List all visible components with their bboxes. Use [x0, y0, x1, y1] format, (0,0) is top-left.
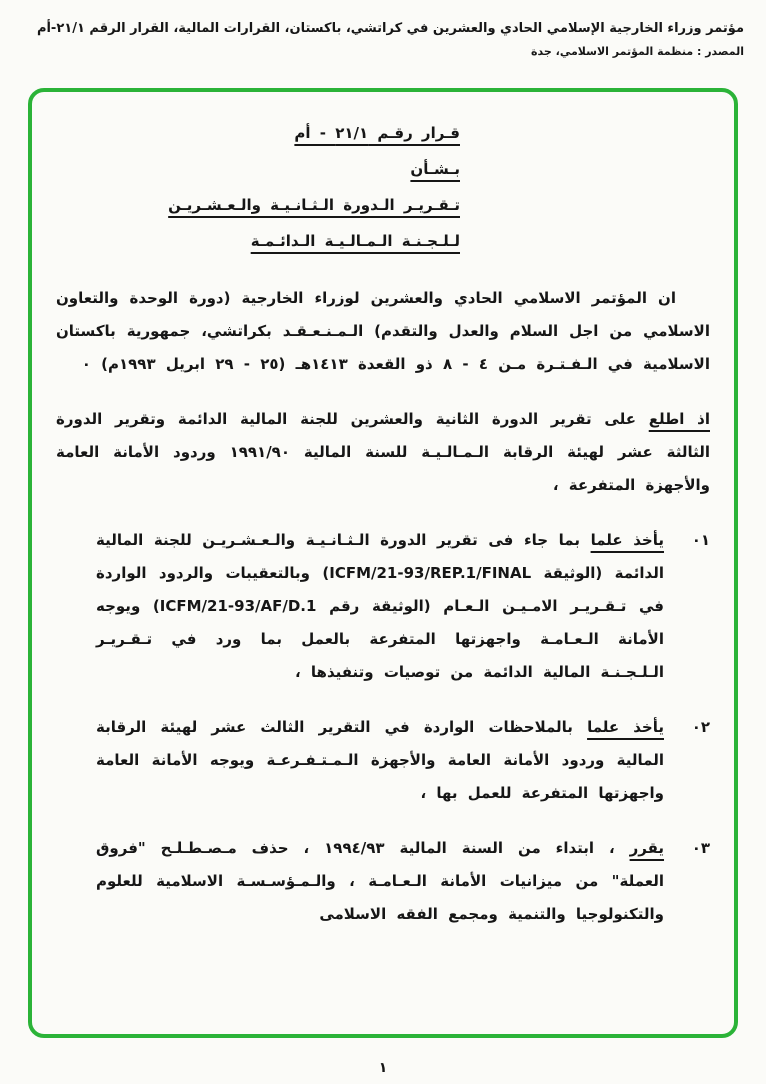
resolution-number: قـرار رقـم ٢١/١ - أم — [294, 124, 460, 142]
list-item-3 — [56, 832, 710, 931]
item-2-number: ٠٢ — [691, 718, 710, 736]
recital-rest: على تقرير الدورة الثانية والعشرين للجنة المالية الدائمة وتقرير الدورة الثالثة عشر لهيئة الرقابة الـمـالـيـة للسنة المالية ١٩٩١/٩٠ وردود الأمانة العامة والأجهزة المتفرعة ، — [56, 410, 711, 494]
item-2-rest: بالملاحظات الواردة في التقرير الثالث عشر لهيئة الرقابة المالية وردود الأمانة العامة والأجهزة الـمـتـفـرعـة ويوجه الأمانة العامة واجهزتها المتفرعة للعمل بها ، — [96, 718, 664, 802]
list-item-2 — [56, 711, 710, 810]
item-2-lead: يأخذ علما — [587, 718, 664, 736]
item-3-text — [56, 832, 664, 931]
list-item-1 — [56, 524, 710, 689]
item-3-lead: يقرر — [629, 839, 665, 857]
item-3-number: ٠٣ — [691, 839, 710, 857]
resolution-subject-label: بـشـأن — [410, 160, 460, 178]
page-number: ١ — [378, 1060, 388, 1076]
resolution-subject-line1: تـقـريـر الـدورة الـثـانـيـة والـعـشـريـن — [168, 196, 460, 214]
recital-lead: اذ اطلع — [648, 410, 710, 428]
item-2-text — [56, 711, 664, 810]
item-1-lead: يأخذ علما — [590, 531, 664, 549]
resolution-title-block — [56, 118, 460, 256]
resolution-frame — [28, 88, 738, 1038]
item-3-rest: ، ابتداء من السنة المالية ١٩٩٤/٩٣ ، حذف مـصـطـلـح "فروق العملة" من ميزانيات الأمانة الـعـامـة ، والـمـؤسـسـة الاسلامية للعلوم والتكنولوجيا والتنمية ومجمع الفقه الاسلامى — [96, 839, 664, 923]
header-citation: مؤتمر وزراء الخارجية الإسلامي الحادي والعشرين في كراتشي، باكستان، القرارات المالية، القرار الرقم ٢١/١-أم — [36, 21, 744, 36]
document-header — [22, 20, 744, 58]
recital-paragraph — [56, 403, 710, 502]
item-1-rest: بما جاء فى تقرير الدورة الـثـانـيـة والـعـشـريـن للجنة المالية الدائمة (الوثيقة ICFM/21-93/REP.1/FINAL) وبالتعقيبات والردود الواردة في تـقـريـر الامـيـن الـعـام (الوثيقة رقم ICFM/21-93/AF/D.1) ويوجه الأمانة الـعـامـة واجهزتها المتفرعة بالعمل بما ورد في تـقـريـر الـلـجـنـة المالية الدائمة من توصيات وتنفيذها ، — [96, 531, 664, 681]
preamble-paragraph: ان المؤتمر الاسلامي الحادي والعشرين لوزراء الخارجية (دورة الوحدة والتعاون الاسلامي من اجل السلام والعدل والتقدم) الـمـنـعـقـد بكراتشي، جمهورية باكستان الاسلامية في الـفـتـرة مـن ٤ - ٨ ذو القعدة ١٤١٣هـ (٢٥ - ٢٩ ابريل ١٩٩٣م) ٠ — [56, 289, 710, 373]
header-source: المصدر : منظمة المؤتمر الاسلامي، جدة — [531, 45, 744, 58]
resolution-subject-line2: لـلـجـنـة الـمـالـيـة الـدائـمـة — [250, 232, 460, 250]
item-1-number: ٠١ — [691, 531, 710, 549]
item-1-text — [56, 524, 664, 689]
